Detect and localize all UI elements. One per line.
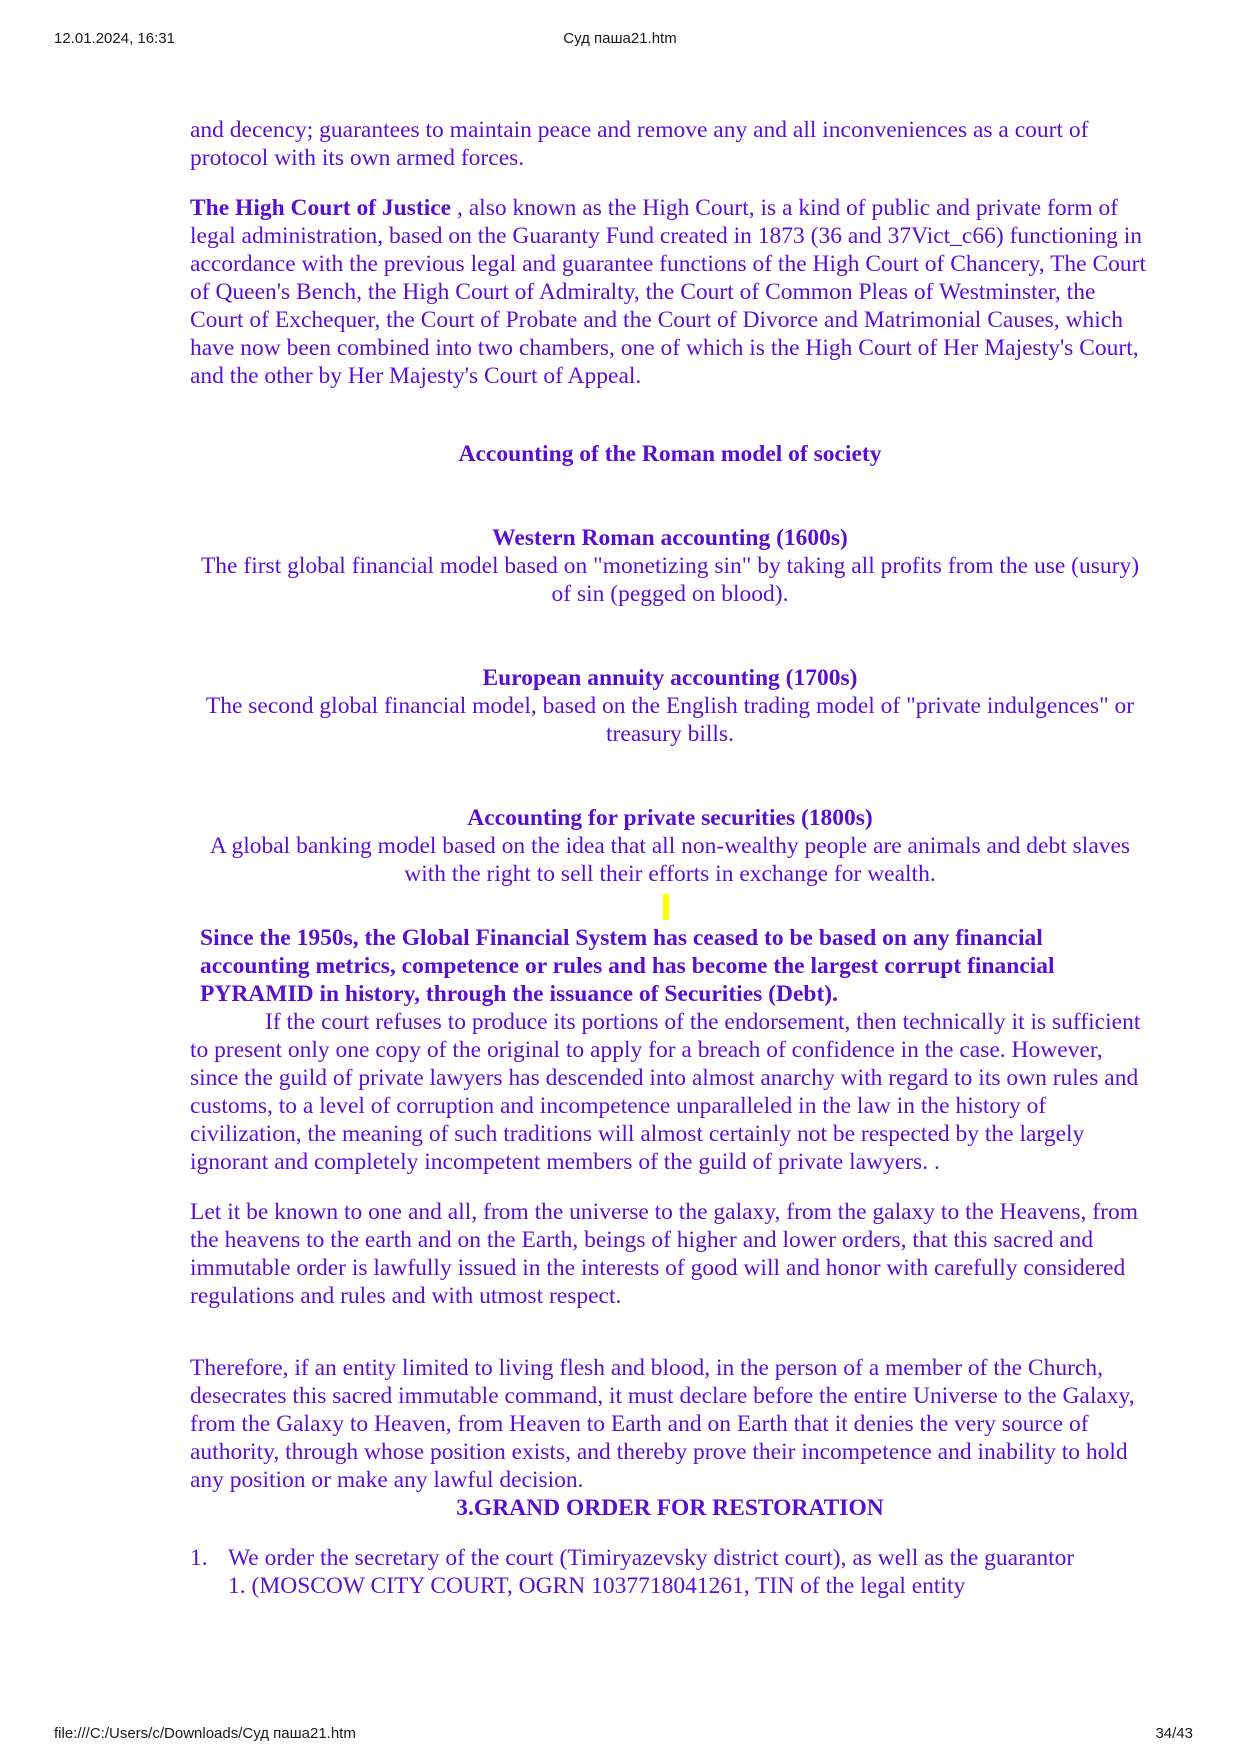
paragraph-decency: and decency; guarantees to maintain peace and remove any and all inconveniences as a court of protocol with its own armed forces.	[190, 117, 1089, 171]
bold-statement-financial-system: Since the 1950s, the Global Financial System has ceased to be based on any financial accounting metrics, competence or rules and has become the largest corrupt financial PYRAMID in history, through the issuance of Securities (Debt).	[200, 925, 1055, 1007]
print-footer-page-number: 34/43	[1155, 1725, 1193, 1742]
section-title-roman-model: Accounting of the Roman model of society	[458, 441, 882, 467]
model-title-european-annuity: European annuity accounting (1700s)	[482, 665, 858, 691]
model-text-western-roman: The first global financial model based on "monetizing sin" by taking all profits from the use (usury) of sin (pegged on blood).	[200, 553, 1140, 607]
list-item	[190, 1544, 1150, 1572]
print-header-title: Суд паша21.htm	[563, 30, 677, 47]
paragraph-court-endorsement: If the court refuses to produce its portions of the endorsement, then technically it is sufficient to present only one copy of the original to apply for a breach of confidence in the case. However, since the guild of private lawyers has descended into almost anarchy with regard to its own rules and customs, to a level of corruption and incompetence unparalleled in the law in the history of civilization, the meaning of such traditions will almost certainly not be respected by the largely ignorant and completely incompetent members of the guild of private lawyers. .	[190, 1009, 1141, 1175]
model-title-western-roman: Western Roman accounting (1600s)	[492, 525, 848, 551]
model-text-private-securities: A global banking model based on the idea that all non-wealthy people are animals and debt slaves with the right to sell their efforts in exchange for wealth.	[209, 833, 1131, 887]
order-list	[190, 1544, 1150, 1600]
list-item-text: We order the secretary of the court (Timiryazevsky district court), as well as the guarantor	[228, 1545, 1075, 1571]
model-text-european-annuity: The second global financial model, based on the English trading model of "private indulgences" or treasury bills.	[205, 693, 1135, 747]
grand-order-title: 3.GRAND ORDER FOR RESTORATION	[456, 1495, 884, 1521]
model-title-private-securities: Accounting for private securities (1800s)	[467, 805, 873, 831]
paragraph-therefore: Therefore, if an entity limited to living flesh and blood, in the person of a member of the Church, desecrates this sacred immutable command, it must declare before the entire Universe to the Galaxy, from the Galaxy to Heaven, from Heaven to Earth and on Earth that it denies the very source of authority, through whose position exists, and thereby prove their incompetence and inability to hold any position or make any lawful decision.	[190, 1355, 1135, 1493]
paragraph-let-it-be-known: Let it be known to one and all, from the universe to the galaxy, from the galaxy to the Heavens, from the heavens to the earth and on the Earth, beings of higher and lower orders, that this sacred and immutable order is lawfully issued in the interests of good will and honor with carefully considered regulations and rules and with utmost respect.	[190, 1199, 1138, 1309]
paragraph-high-court	[190, 194, 1150, 390]
high-court-description: , also known as the High Court, is a kind of public and private form of legal administration, based on the Guaranty Fund created in 1873 (36 and 37Vict_c66) functioning in accordance with the previous legal and guarantee functions of the High Court of Chancery, The Court of Queen's Bench, the High Court of Admiralty, the Court of Common Pleas of Westminster, the Court of Exchequer, the Court of Probate and the Court of Divorce and Matrimonial Causes, which have now been combined into two chambers, one of which is the High Court of Her Majesty's Court, and the other by Her Majesty's Court of Appeal.	[190, 195, 1147, 389]
print-header-datetime: 12.01.2024, 16:31	[54, 30, 175, 47]
document-body	[190, 116, 1150, 1600]
list-item-continuation: 1. (MOSCOW CITY COURT, OGRN 1037718041261, TIN of the legal entity	[228, 1573, 966, 1599]
print-footer-path: file:///C:/Users/c/Downloads/Суд паша21.htm	[54, 1725, 356, 1742]
high-court-term: The High Court of Justice	[190, 195, 452, 221]
list-item-number: 1.	[190, 1545, 208, 1571]
text-cursor-highlight	[663, 894, 669, 920]
